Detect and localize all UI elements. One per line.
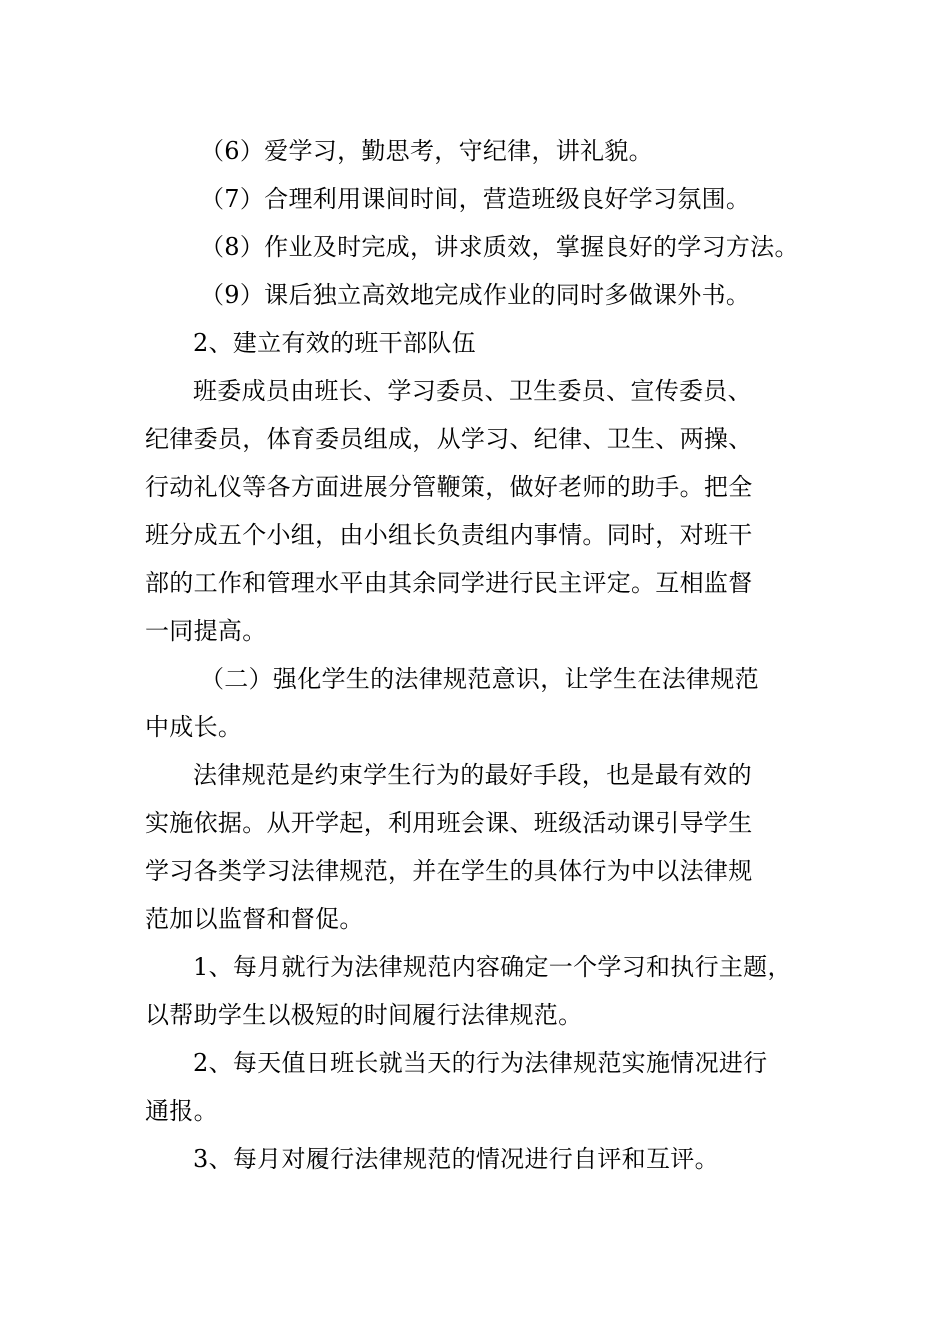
paragraph-line: 一同提高。 (145, 617, 267, 645)
list-item-9: （9）课后独立高效地完成作业的同时多做课外书。 (200, 281, 751, 309)
list-item-6: （6）爱学习，勤思考，守纪律，讲礼貌。 (200, 137, 653, 165)
section-heading-er-cont: 中成长。 (145, 713, 243, 741)
paragraph-line: 班分成五个小组，由小组长负责组内事情。同时，对班干 (145, 521, 753, 549)
paragraph-line: 学习各类学习法律规范，并在学生的具体行为中以法律规 (145, 857, 753, 885)
numbered-item-2: 2、每天值日班长就当天的行为法律规范实施情况进行 (193, 1049, 768, 1077)
paragraph-line: 行动礼仪等各方面进展分管鞭策，做好老师的助手。把全 (145, 473, 753, 501)
paragraph-line: 部的工作和管理水平由其余同学进行民主评定。互相监督 (145, 569, 753, 597)
paragraph-line: 法律规范是约束学生行为的最好手段，也是最有效的 (193, 761, 752, 789)
numbered-item-1-cont: 以帮助学生以极短的时间履行法律规范。 (145, 1001, 583, 1029)
numbered-item-2-cont: 通报。 (145, 1097, 218, 1125)
numbered-item-1: 1、每月就行为法律规范内容确定一个学习和执行主题， (193, 953, 792, 981)
list-item-8: （8）作业及时完成，讲求质效，掌握良好的学习方法。 (200, 233, 799, 261)
paragraph-line: 班委成员由班长、学习委员、卫生委员、宣传委员、 (193, 377, 752, 405)
document-body (145, 127, 825, 1183)
list-item-7: （7）合理利用课间时间，营造班级良好学习氛围。 (200, 185, 751, 213)
section-heading-er: （二）强化学生的法律规范意识，让学生在法律规范 (200, 665, 759, 693)
paragraph-line: 范加以监督和督促。 (145, 905, 364, 933)
numbered-item-3: 3、每月对履行法律规范的情况进行自评和互评。 (193, 1145, 719, 1173)
paragraph-line: 实施依据。从开学起，利用班会课、班级活动课引导学生 (145, 809, 753, 837)
paragraph-line: 纪律委员，体育委员组成，从学习、纪律、卫生、两操、 (145, 425, 753, 453)
section-heading-2: 2、建立有效的班干部队伍 (193, 329, 476, 357)
